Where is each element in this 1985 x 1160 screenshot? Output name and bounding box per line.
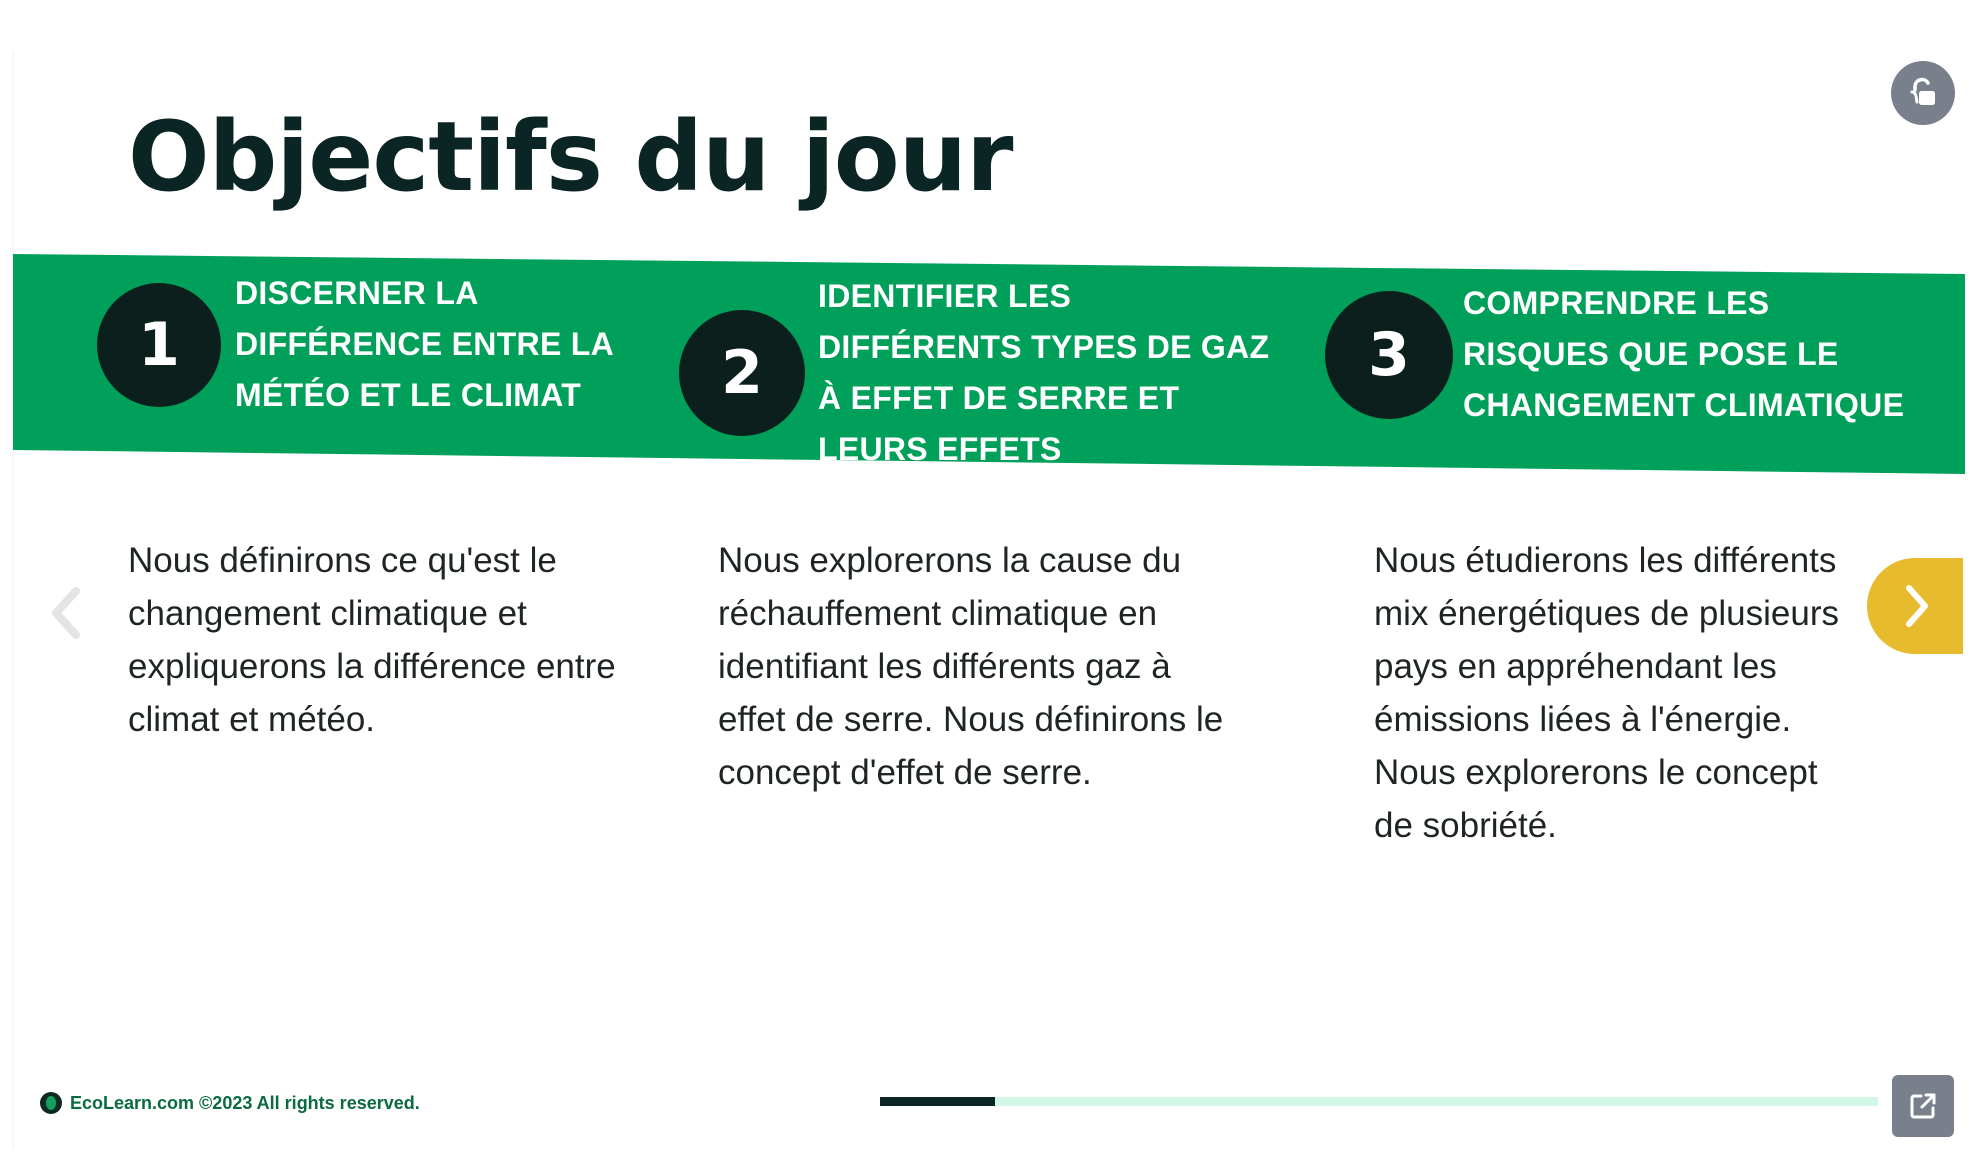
objective-2-number: 2 <box>679 310 805 436</box>
objective-2-heading: IDENTIFIER LES DIFFÉRENTS TYPES DE GAZ À EFFET DE SERRE ET LEURS EFFETS <box>818 278 1270 467</box>
external-link-icon <box>1908 1091 1938 1121</box>
objective-1 <box>97 268 615 421</box>
progress-bar-fill <box>880 1097 995 1106</box>
footer-brand <box>40 1092 420 1114</box>
page-title: Objectifs du jour <box>128 101 1013 213</box>
previous-slide-button[interactable] <box>44 585 88 641</box>
objective-3-number: 3 <box>1325 291 1453 419</box>
unlock-button[interactable] <box>1891 61 1955 125</box>
objective-1-description: Nous définirons ce qu'est le changement climatique et expliquerons la différence entre climat et météo. <box>128 541 616 739</box>
progress-bar <box>880 1097 1878 1106</box>
objective-1-number: 1 <box>97 283 221 407</box>
unlock-icon <box>1906 76 1940 110</box>
objective-2-description: Nous explorerons la cause du réchauffement climatique en identifiant les différents gaz à effet de serre. Nous définirons le concept d'effet de serre. <box>718 541 1224 792</box>
objective-3 <box>1325 278 1913 431</box>
chevron-left-icon <box>44 585 88 641</box>
ecolearn-logo-icon <box>40 1092 62 1114</box>
chevron-right-icon <box>1895 582 1935 630</box>
objective-1-heading: DISCERNER LA DIFFÉRENCE ENTRE LA MÉTÉO ET LE CLIMAT <box>235 275 613 413</box>
slide-edge <box>12 50 14 1150</box>
objective-3-description: Nous étudierons les différents mix énergétiques de plusieurs pays en appréhendant les émissions liées à l'énergie. Nous explorerons le concept de sobriété. <box>1374 541 1839 845</box>
next-slide-button[interactable] <box>1867 558 1963 654</box>
popout-button[interactable] <box>1892 1075 1954 1137</box>
copyright-text: EcoLearn.com ©2023 All rights reserved. <box>70 1092 420 1113</box>
objective-3-heading: COMPRENDRE LES RISQUES QUE POSE LE CHANGEMENT CLIMATIQUE <box>1463 285 1905 423</box>
objective-2 <box>679 271 1278 475</box>
